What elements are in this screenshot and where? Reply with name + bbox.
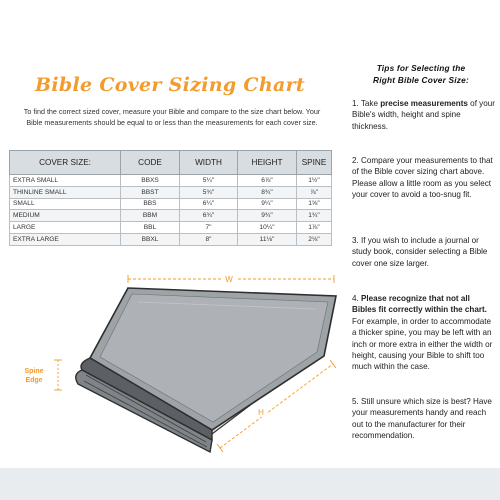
cell-cover-size: EXTRA SMALL bbox=[10, 175, 121, 187]
header-width: WIDTH bbox=[180, 151, 238, 175]
intro-text: To find the correct sized cover, measure your Bible and compare to the size chart below. Your Bible measurements should be equal to or less than the measurements for each cover size. bbox=[23, 107, 321, 127]
cell-width: 8" bbox=[180, 233, 238, 245]
cell-spine: 1⅝" bbox=[297, 198, 332, 210]
cell-cover-size: EXTRA LARGE bbox=[10, 233, 121, 245]
tip-1-text: of your Bible's width, height and spine thickness. bbox=[352, 99, 495, 131]
cell-width: 5¾" bbox=[180, 186, 238, 198]
cell-height: 10¼" bbox=[238, 222, 297, 234]
cell-spine: 2⅛" bbox=[297, 233, 332, 245]
width-dimension bbox=[128, 273, 334, 284]
table-row bbox=[10, 222, 332, 234]
bottom-band bbox=[0, 468, 500, 500]
cell-width: 5¼" bbox=[180, 175, 238, 187]
cell-spine: ⅞" bbox=[297, 186, 332, 198]
cell-width: 7" bbox=[180, 222, 238, 234]
tip-2: 2. Compare your measurements to that of the Bible cover sizing chart above. Please allow a little room as you select your cover to avoid a too-snug fit. bbox=[352, 156, 493, 200]
tips-title bbox=[344, 62, 498, 86]
header-spine: SPINE bbox=[297, 151, 332, 175]
cell-code: BBL bbox=[121, 222, 180, 234]
spine-label-line-2: Edge bbox=[25, 377, 43, 384]
table-row bbox=[10, 233, 332, 245]
tip-4-emphasis: Please recognize that not all Bibles fit correctly within the chart. bbox=[352, 294, 487, 315]
tip-4-number: 4. bbox=[352, 294, 361, 303]
tip-4 bbox=[352, 293, 496, 373]
tip-1-emphasis: precise measurements bbox=[380, 99, 468, 108]
header-code: CODE bbox=[121, 151, 180, 175]
tips-title-line-1: Tips for Selecting the bbox=[376, 63, 466, 73]
tip-5: 5. Still unsure which size is best? Have your measurements handy and reach out to the manufacturer for their recommendation. bbox=[352, 397, 492, 441]
cell-height: 8¾" bbox=[238, 186, 297, 198]
cell-cover-size: LARGE bbox=[10, 222, 121, 234]
header-cover-size: COVER SIZE: bbox=[10, 151, 121, 175]
cell-height: 9¼" bbox=[238, 198, 297, 210]
cell-cover-size: THINLINE SMALL bbox=[10, 186, 121, 198]
cell-code: BBS bbox=[121, 198, 180, 210]
tips-title-line-2: Right Bible Cover Size: bbox=[373, 75, 469, 85]
cell-code: BBXS bbox=[121, 175, 180, 187]
tip-4-text: For example, in order to accommodate a thicker spine, you may be left with an inch or more extra in either the width or height, causing your Bible to shift too much within the case. bbox=[352, 316, 493, 372]
cell-cover-size: SMALL bbox=[10, 198, 121, 210]
cell-cover-size: MEDIUM bbox=[10, 210, 121, 222]
cell-spine: 1⅞" bbox=[297, 222, 332, 234]
table-header-row bbox=[10, 151, 332, 175]
cell-width: 6¼" bbox=[180, 198, 238, 210]
height-label: H bbox=[258, 408, 264, 417]
table-row bbox=[10, 186, 332, 198]
width-label: W bbox=[225, 275, 233, 284]
cell-height: 11⅛" bbox=[238, 233, 297, 245]
header-height: HEIGHT bbox=[238, 151, 297, 175]
spine-label-line-1: Spine bbox=[24, 368, 44, 375]
tip-3: 3. If you wish to include a journal or study book, consider selecting a Bible cover one size larger. bbox=[352, 236, 488, 268]
table-row bbox=[10, 210, 332, 222]
spine-dimension bbox=[24, 360, 62, 390]
book-illustration bbox=[76, 288, 336, 452]
cell-height: 6⅞" bbox=[238, 175, 297, 187]
chart-title: Bible Cover Sizing Chart bbox=[35, 74, 305, 96]
tip-1-number: 1. Take bbox=[352, 99, 381, 108]
cell-width: 6¾" bbox=[180, 210, 238, 222]
cell-code: BBST bbox=[121, 186, 180, 198]
bible-diagram bbox=[20, 262, 338, 462]
table-row bbox=[10, 198, 332, 210]
table-row bbox=[10, 175, 332, 187]
cell-code: BBXL bbox=[121, 233, 180, 245]
size-table bbox=[9, 150, 332, 246]
cell-height: 9¾" bbox=[238, 210, 297, 222]
cell-spine: 1¾" bbox=[297, 210, 332, 222]
cell-spine: 1½" bbox=[297, 175, 332, 187]
cell-code: BBM bbox=[121, 210, 180, 222]
tip-1 bbox=[352, 98, 496, 132]
